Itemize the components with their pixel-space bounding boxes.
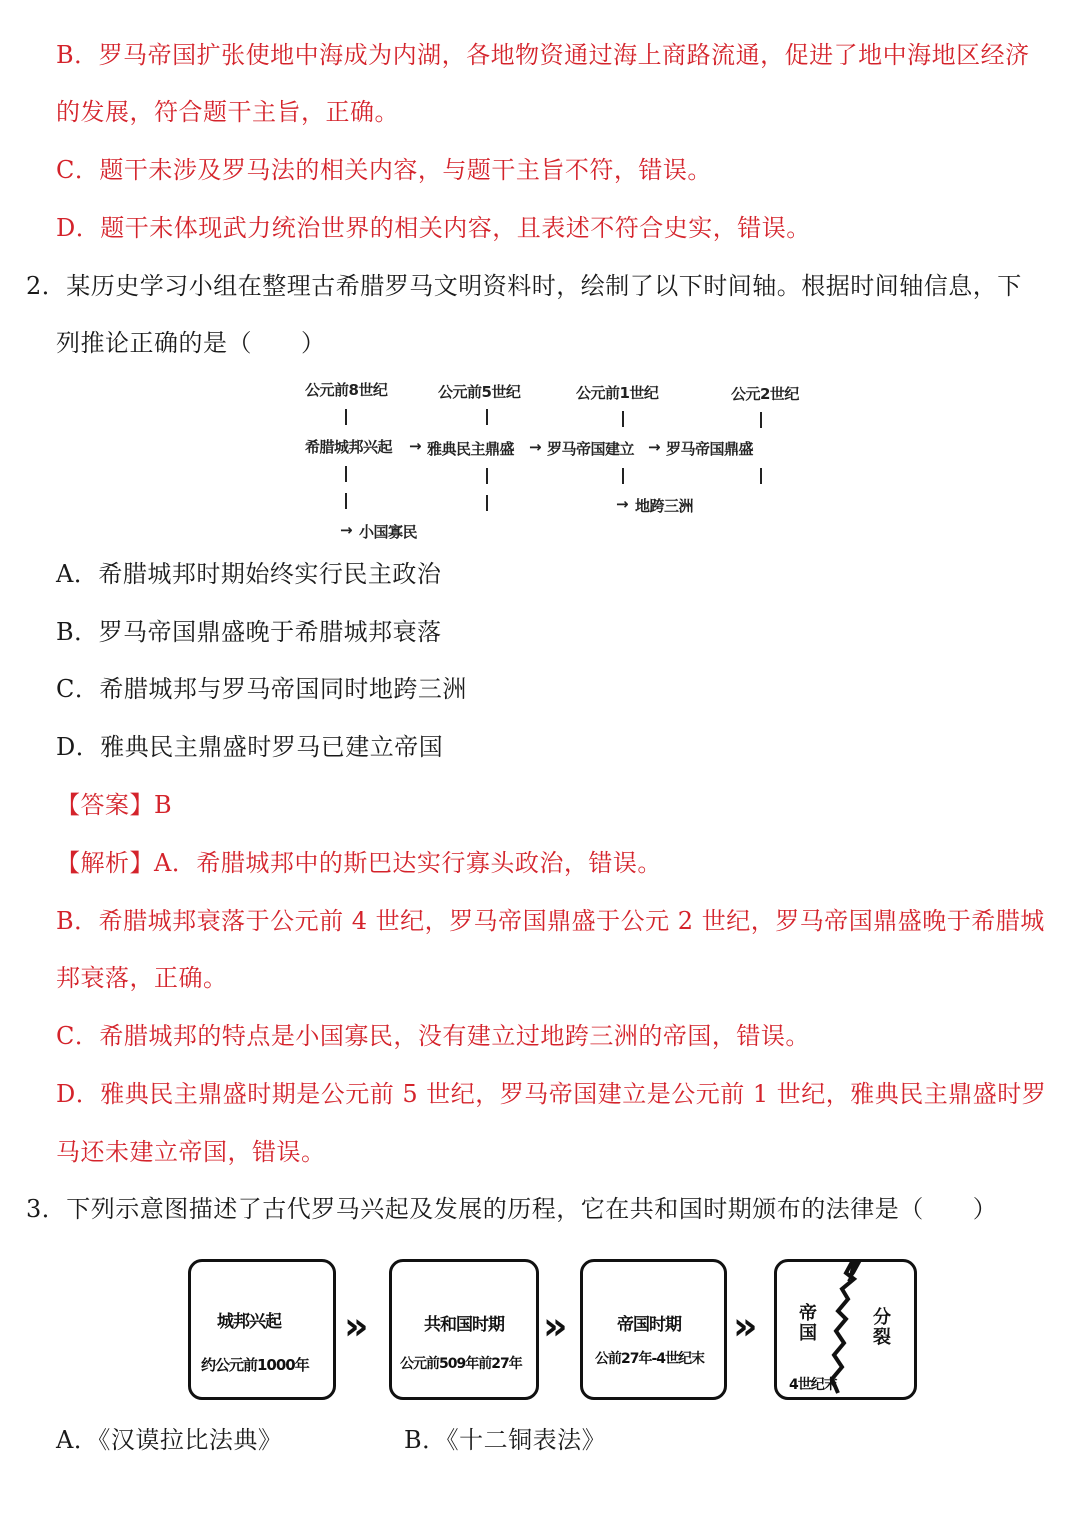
- timeline-date-2: 公元前5世纪: [438, 383, 521, 401]
- flow-box-sub: 约公元前1000年: [201, 1356, 309, 1374]
- q2-stem-line1: 2．某历史学习小组在整理古希腊罗马文明资料时，绘制了以下时间轴。根据时间轴信息，下: [26, 272, 1022, 300]
- crack-icon: [774, 1259, 917, 1400]
- timeline-sub-2: 地跨三洲: [635, 497, 694, 515]
- timeline-tick: [486, 495, 488, 511]
- timeline-event-1: 希腊城邦兴起: [305, 438, 393, 456]
- flow-box-title: 城邦兴起: [217, 1312, 281, 1332]
- analysis-label: 【解析】: [56, 849, 154, 877]
- analysis-a-text: A．希腊城邦中的斯巴达实行寡头政治，错误。: [154, 849, 662, 877]
- q2-analysis-a: [56, 848, 662, 878]
- flow-chevron-icon: »: [344, 1304, 355, 1348]
- q2-stem-line2: 列推论正确的是（ ）: [56, 329, 326, 357]
- timeline-tick: [760, 468, 762, 484]
- split-left-text: 帝国: [799, 1303, 816, 1344]
- timeline-arrow: →: [409, 437, 422, 455]
- timeline-arrow: →: [616, 495, 629, 513]
- timeline-arrow: →: [340, 521, 353, 539]
- timeline-date-1: 公元前8世纪: [305, 381, 388, 399]
- timeline-event-3: 罗马帝国建立: [547, 440, 635, 458]
- answer-value: B: [154, 791, 173, 819]
- q2-answer: [56, 790, 172, 820]
- q2-analysis-d-line1: D．雅典民主鼎盛时期是公元前 5 世纪，罗马帝国建立是公元前 1 世纪，雅典民主鼎盛时罗: [56, 1080, 1047, 1108]
- timeline-tick: [345, 409, 347, 425]
- q2-analysis-d-line2: 马还未建立帝国，错误。: [56, 1138, 326, 1166]
- flow-box-title: 共和国时期: [424, 1315, 504, 1335]
- flow-box-split: [774, 1259, 917, 1400]
- timeline-date-3: 公元前1世纪: [576, 384, 659, 402]
- split-right-text: 分裂: [873, 1307, 890, 1348]
- q1-option-c-analysis: C．题干未涉及罗马法的相关内容，与题干主旨不符，错误。: [56, 156, 712, 184]
- flow-box-city-states: [188, 1259, 336, 1400]
- timeline-date-4: 公元2世纪: [731, 385, 799, 403]
- q2-option-c[interactable]: C．希腊城邦与罗马帝国同时地跨三洲: [56, 675, 467, 703]
- timeline-tick: [622, 468, 624, 484]
- flow-box-sub: 公前27年-4世纪末: [595, 1351, 705, 1367]
- flow-box-title: 帝国时期: [617, 1315, 681, 1335]
- timeline-tick: [622, 411, 624, 427]
- q3-option-a[interactable]: A．《汉谟拉比法典》: [56, 1426, 283, 1454]
- q1-option-d-analysis: D．题干未体现武力统治世界的相关内容，且表述不符合史实，错误。: [56, 214, 811, 242]
- q2-analysis-b-line1: B．希腊城邦衰落于公元前 4 世纪，罗马帝国鼎盛于公元 2 世纪，罗马帝国鼎盛晚于希腊城: [56, 907, 1045, 935]
- q1-option-b-analysis-line2: 的发展，符合题干主旨，正确。: [56, 98, 399, 126]
- timeline-tick: [760, 412, 762, 428]
- timeline-tick: [486, 409, 488, 425]
- flow-chevron-icon: »: [543, 1304, 554, 1348]
- flow-box-empire: [580, 1259, 727, 1400]
- q2-option-a[interactable]: A．希腊城邦时期始终实行民主政治: [56, 560, 442, 588]
- timeline-tick: [486, 468, 488, 484]
- q1-option-b-analysis-line1: B．罗马帝国扩张使地中海成为内湖，各地物资通过海上商路流通，促进了地中海地区经济: [56, 41, 1030, 69]
- timeline-tick: [345, 466, 347, 482]
- timeline-tick: [345, 493, 347, 509]
- timeline-arrow: →: [529, 438, 542, 456]
- q2-option-b[interactable]: B．罗马帝国鼎盛晚于希腊城邦衰落: [56, 618, 442, 646]
- q2-timeline-figure: [300, 375, 820, 545]
- timeline-sub-1: 小国寡民: [359, 523, 418, 541]
- timeline-event-4: 罗马帝国鼎盛: [666, 440, 754, 458]
- flow-box-republic: [389, 1259, 539, 1400]
- q2-analysis-c: C．希腊城邦的特点是小国寡民，没有建立过地跨三洲的帝国，错误。: [56, 1022, 810, 1050]
- q3-option-b[interactable]: B．《十二铜表法》: [404, 1426, 607, 1454]
- flow-box-sub: 公元前509年前27年: [400, 1356, 522, 1372]
- split-bottom-text: 4世纪末: [789, 1377, 837, 1393]
- q3-stem: 3．下列示意图描述了古代罗马兴起及发展的历程，它在共和国时期颁布的法律是（ ）: [26, 1195, 998, 1223]
- flow-chevron-icon: »: [733, 1304, 744, 1348]
- q2-analysis-b-line2: 邦衰落，正确。: [56, 964, 228, 992]
- timeline-event-2: 雅典民主鼎盛: [427, 440, 515, 458]
- timeline-arrow: →: [648, 438, 661, 456]
- answer-label: 【答案】: [56, 791, 154, 819]
- q2-option-d[interactable]: D．雅典民主鼎盛时罗马已建立帝国: [56, 733, 444, 761]
